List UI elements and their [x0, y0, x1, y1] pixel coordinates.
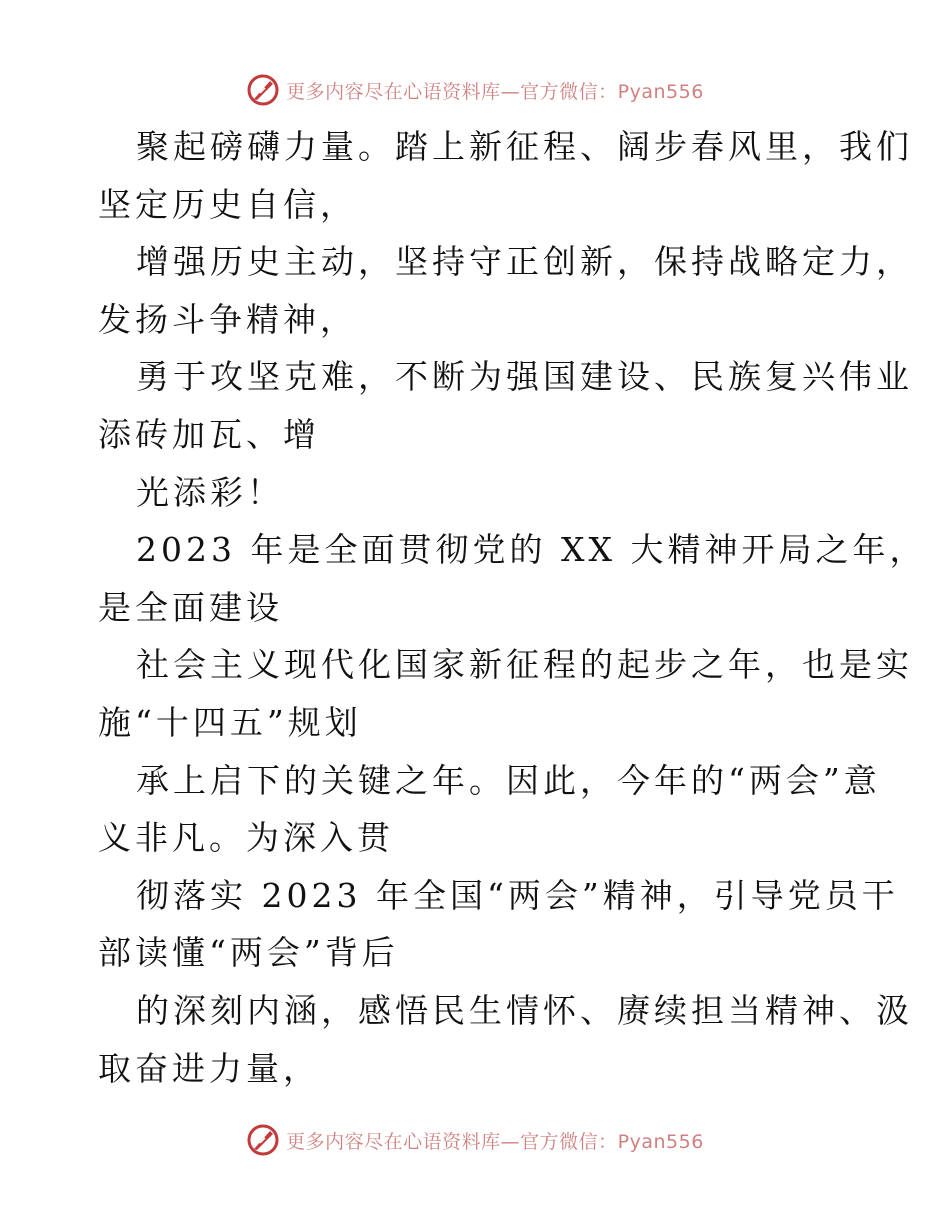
paragraph-line: 2023 年是全面贯彻党的 XX 大精神开局之年，	[136, 530, 927, 570]
paragraph-line: 社会主义现代化国家新征程的起步之年，也是实	[136, 645, 913, 685]
quill-logo-icon	[246, 73, 280, 107]
paragraph-line: 光添彩！	[136, 472, 284, 512]
header-watermark-text: 更多内容尽在心语资料库—官方微信：Pyan556	[286, 80, 704, 103]
paragraph-line: 坚定历史自信，	[98, 184, 357, 224]
paragraph-line: 施“十四五”规划	[98, 702, 362, 742]
document-body	[0, 118, 950, 1097]
paragraph-line: 的深刻内涵，感悟民生情怀、赓续担当精神、汲	[136, 990, 913, 1030]
paragraph-line: 聚起磅礴力量。踏上新征程、阔步春风里，我们	[136, 127, 913, 166]
paragraph-line: 添砖加瓦、增	[98, 414, 320, 454]
paragraph-line: 是全面建设	[98, 587, 283, 627]
paragraph-line: 发扬斗争精神，	[98, 299, 357, 339]
footer-watermark-text: 更多内容尽在心语资料库—官方微信：Pyan556	[286, 1130, 704, 1153]
paragraph-line: 部读懂“两会”背后	[98, 933, 399, 973]
quill-logo-icon	[246, 1123, 280, 1157]
footer-watermark	[0, 1120, 950, 1160]
paragraph-line: 彻落实 2023 年全国“两会”精神，引导党员干	[136, 875, 899, 915]
paragraph-line: 勇于攻坚克难，不断为强国建设、民族复兴伟业	[136, 357, 913, 397]
header-watermark	[0, 70, 950, 110]
paragraph-line: 增强历史主动，坚持守正创新，保持战略定力，	[136, 242, 913, 282]
paragraph-line: 取奋进力量，	[98, 1048, 320, 1088]
paragraph-line: 承上启下的关键之年。因此，今年的“两会”意	[136, 760, 881, 800]
paragraph-line: 义非凡。为深入贯	[98, 818, 394, 858]
